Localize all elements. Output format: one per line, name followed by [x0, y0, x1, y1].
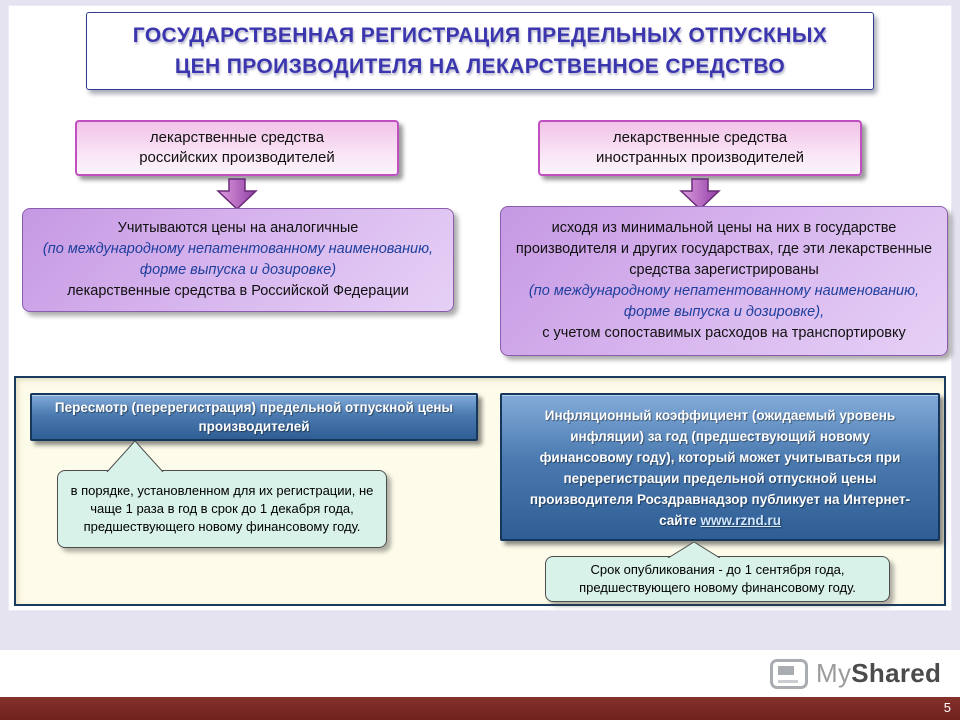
presentation-icon — [770, 659, 808, 689]
footer-bar — [0, 697, 960, 720]
foreign-drugs-line1: лекарственные средства — [612, 129, 788, 146]
inflation-info-text: Инфляционный коэффициент (ожидаемый уровень инфляции) за год (предшествующий новому финансовому году), который может учитываться при перерегистрации предельной отпускной цены производителя Росздравнадзор публикует на Интернет-сайте — [529, 408, 911, 528]
myshared-logo[interactable] — [770, 658, 941, 689]
callout-pointer-icon — [662, 542, 726, 558]
title-line-2: ЦЕН ПРОИЗВОДИТЕЛЯ НА ЛЕКАРСТВЕННОЕ СРЕДСТВО — [174, 55, 786, 78]
rznd-link[interactable]: www.rznd.ru — [700, 513, 781, 528]
down-arrow-icon — [215, 178, 259, 210]
logo-band — [0, 650, 960, 697]
domestic-rule-outro: лекарственные средства в Российской Федерации — [67, 283, 409, 299]
publication-note-text: Срок опубликования - до 1 сентября года, предшествующего новому финансовому году. — [579, 562, 856, 595]
revision-header-text: Пересмотр (перерегистрация) предельной отпускной цены производителей — [54, 400, 454, 434]
slide-title-box — [86, 12, 874, 90]
title-line-1: ГОСУДАРСТВЕННАЯ РЕГИСТРАЦИЯ ПРЕДЕЛЬНЫХ ОТПУСКНЫХ — [132, 24, 828, 47]
foreign-pricing-rule-box — [500, 206, 948, 356]
domestic-rule-detail: (по международному непатентованному наименованию, форме выпуска и дозировке) — [42, 241, 434, 278]
foreign-rule-outro: с учетом сопоставимых расходов на транспортировку — [542, 325, 906, 341]
domestic-drugs-line1: лекарственные средства — [149, 129, 325, 146]
foreign-drugs-box — [538, 120, 862, 176]
logo-text-my: My — [816, 658, 852, 688]
callout-pointer-icon — [99, 441, 169, 472]
page-number: 5 — [943, 700, 951, 715]
inflation-info-box — [500, 393, 940, 541]
foreign-rule-detail: (по международному непатентованному наименованию, форме выпуска и дозировке), — [528, 283, 920, 320]
publication-note-callout — [545, 556, 890, 602]
foreign-drugs-line2: иностранных производителей — [595, 149, 805, 166]
domestic-drugs-box — [75, 120, 399, 176]
logo-text-shared: Shared — [851, 658, 942, 688]
foreign-rule-intro: исходя из минимальной цены на них в государстве производителя и других государствах, где эти лекарственные средства зарегистрированы — [515, 220, 933, 278]
domestic-drugs-line2: российских производителей — [139, 149, 335, 166]
revision-note-callout — [57, 470, 387, 548]
revision-note-text: в порядке, установленном для их регистрации, не чаще 1 раза в год в срок до 1 декабря года, предшествующего новому финансовому году. — [70, 483, 374, 534]
revision-header-box — [30, 393, 478, 441]
domestic-pricing-rule-box — [22, 208, 454, 312]
logo-text — [816, 658, 941, 689]
domestic-rule-intro: Учитываются цены на аналогичные — [117, 220, 359, 236]
